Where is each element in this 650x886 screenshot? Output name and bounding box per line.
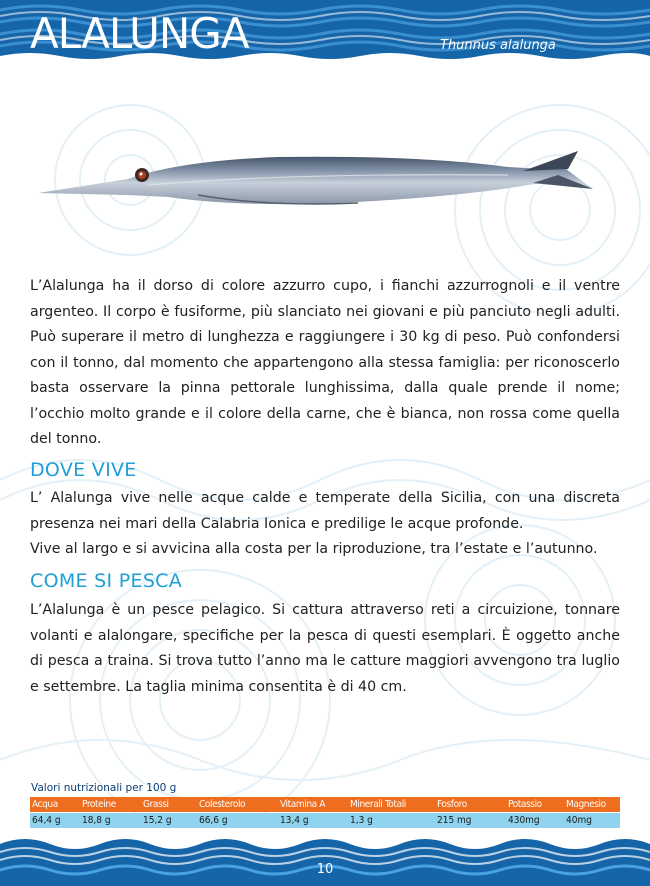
nutrition-value-cell: 15,2 g — [143, 815, 172, 826]
section-heading-come-si-pesca: COME SI PESCA — [30, 570, 183, 592]
nutrition-value-cell: 1,3 g — [350, 815, 373, 826]
nutrition-value-cell: 215 mg — [437, 815, 472, 826]
nutrition-header-cell: Magnesio — [566, 799, 606, 810]
scientific-name: Thunnus alalunga — [440, 38, 556, 53]
page-number: 10 — [316, 862, 334, 877]
nutrition-value-cell: 18,8 g — [82, 815, 111, 826]
nutrition-header-cell: Vitamina A — [280, 799, 325, 810]
page-title: ALALUNGA — [30, 9, 249, 58]
nutrition-value-cell: 13,4 g — [280, 815, 309, 826]
nutrition-title: Valori nutrizionali per 100 g — [31, 782, 177, 794]
section-heading-dove-vive: DOVE VIVE — [30, 459, 137, 481]
nutrition-value-cell: 430mg — [508, 815, 540, 826]
nutrition-header-cell: Acqua — [32, 799, 58, 810]
nutrition-header-cell: Proteine — [82, 799, 116, 810]
nutrition-value-cell: 40mg — [566, 815, 592, 826]
nutrition-value-cell: 64,4 g — [32, 815, 61, 826]
nutrition-value-cell: 66,6 g — [199, 815, 228, 826]
intro-paragraph: L’Alalunga ha il dorso di colore azzurro cupo, i fianchi azzurrognoli e il ventre argenteo. Il corpo è fusiforme, più slanciato nei giovani e più panciuto negli adulti. Può superare il metro di lunghezza e raggiungere i 30 kg di peso. Può confondersi con il tonno, dal momento che appartengono alla stessa famiglia: per riconoscerlo basta osservare la pinna pettorale lunghissima, dalla quale prende il nome; l’occhio molto grande e il colore della carne, che è bianca, non rossa come quella del tonno. — [30, 278, 620, 447]
albacore-fish-image — [38, 145, 598, 225]
nutrition-header-cell: Colesterolo — [199, 799, 246, 810]
nutrition-header-cell: Potassio — [508, 799, 542, 810]
dove-vive-paragraph-2: Vive al largo e si avvicina alla costa per la riproduzione, tra l’estate e l’autunno. — [30, 541, 598, 557]
header-banner — [0, 0, 650, 62]
dove-vive-paragraph-1: L’ Alalunga vive nelle acque calde e temperate della Sicilia, con una discreta presenza nei mari della Calabria Ionica e predilige le acque profonde. — [30, 490, 620, 532]
footer-wave-decoration — [0, 830, 650, 886]
come-si-pesca-paragraph: L’Alalunga è un pesce pelagico. Si cattura attraverso reti a circuizione, tonnare volanti e alalongare, specifiche per la pesca di questi esemplari. È oggetto anche di pesca a traina. Si trova tutto l’anno ma le catture maggiori avvengono tra luglio e settembre. La taglia minima consentita è di 40 cm. — [30, 602, 620, 695]
nutrition-header-cell: Fosforo — [437, 799, 467, 810]
nutrition-header-cell: Grassi — [143, 799, 169, 810]
nutrition-header-row — [30, 797, 620, 812]
nutrition-header-cell: Minerali Totali — [350, 799, 406, 810]
nutrition-values-row — [30, 813, 620, 828]
